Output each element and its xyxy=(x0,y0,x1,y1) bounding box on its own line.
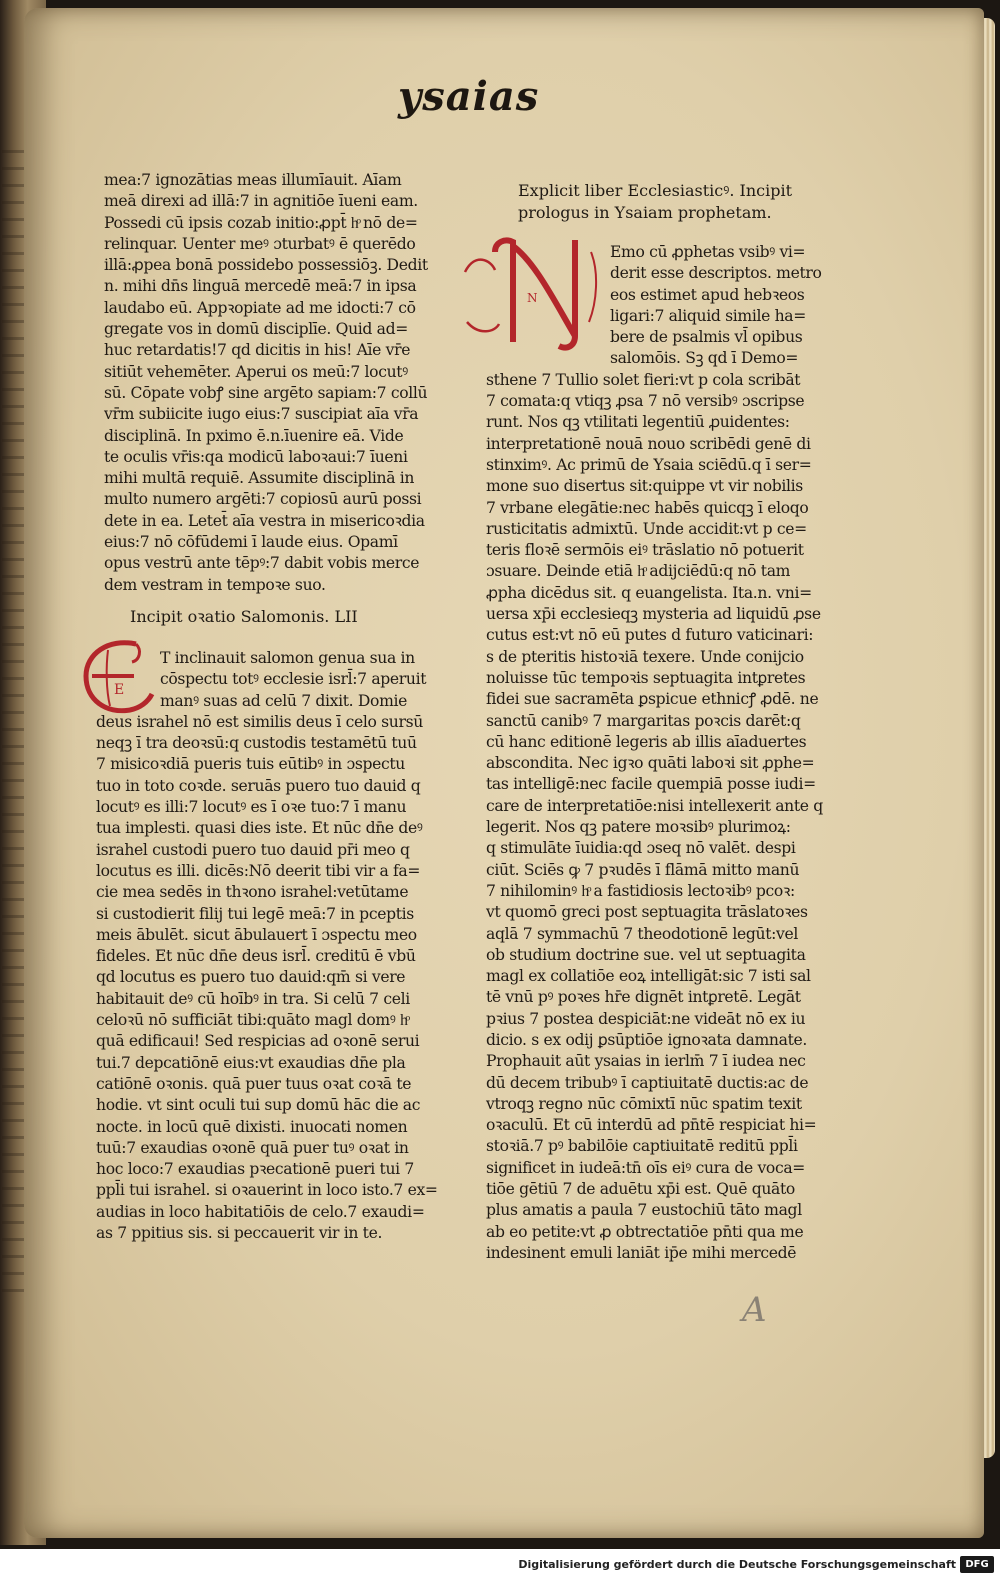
text-line: huc retardatis!7 qd dicitis in his! Aīe vr̄e xyxy=(104,341,411,360)
text-line: Possedi cū ipsis cozab initio:ꝓpt̄ hͦ nō de= xyxy=(104,213,418,232)
text-line: tiōe gētiū 7 de aduētu xp̄i est. Quē quāto xyxy=(486,1180,795,1199)
text-line: laudabo eū. Appꝛopiate ad me idocti:7 cō xyxy=(104,298,416,317)
text-line: tui.7 depcatiōnē eius:vt exaudias dn̄e pla xyxy=(96,1053,406,1072)
text-line: ligari:7 aliquid simile ha= xyxy=(610,306,806,325)
text-line: dete in ea. Letet̄ aīa vestra in misericoꝛdia xyxy=(104,511,425,530)
text-line: interpretationē nouā nouo scribēdi genē di xyxy=(486,434,811,453)
text-line: salomōis. Sꝫ qd ī Demo= xyxy=(610,349,799,368)
text-line: te oculis vr̄is:qa modicū laboꝛaui:7 īueni xyxy=(104,447,408,466)
text-line: israhel custodi puero tuo dauid pr̄i meo q xyxy=(96,840,410,859)
initial-e-letter: E xyxy=(114,682,125,698)
text-line: bere de psalmis vl̄ opibus xyxy=(610,328,803,347)
folio-mark: A xyxy=(742,1290,767,1330)
text-line: ob studium doctrine sue. vel ut septuagita xyxy=(486,945,806,964)
text-line: legerit. Nos qꝫ patere moꝛsibꝰ plurimoꝝ: xyxy=(486,818,791,837)
text-line: oꝛaculū. Et cū interdū ad pn̄tē respiciat hi= xyxy=(486,1116,817,1135)
text-line: 7 vrbane elegātie:nec habēs quicqꝫ ī eloqo xyxy=(486,498,809,517)
text-line: dicio. s ex odij ꝑsūptiōe ignoꝛata damnate. xyxy=(486,1030,807,1049)
initial-n-letter: N xyxy=(527,291,538,305)
text-line: multo numero argēti:7 copiosū aurū possi xyxy=(104,490,422,509)
text-line: tua implesti. quasi dies iste. Et nūc dn̄e deꝰ xyxy=(96,819,423,838)
text-line: manꝰ suas ad celū 7 dixit. Domie xyxy=(160,691,408,710)
right-column-text xyxy=(486,242,823,1264)
digitization-footer xyxy=(0,1549,1000,1581)
text-line: ciūt. Sciēs ꝙ 7 pꝛudēs ī flāmā mitto manū xyxy=(486,860,800,879)
text-line: abscondita. Nec igꝛo quāti laboꝛi sit ꝓphe= xyxy=(486,754,815,773)
text-line: sū. Cōpate vobꝭ sine argēto sapiam:7 collū xyxy=(104,383,428,402)
text-line: Emo cū ꝓphetas vsibꝰ vi= xyxy=(610,243,806,261)
text-line: 7 nihilominꝰ hͦ a fastidiosis lectoꝛibꝰ pcoꝛ: xyxy=(486,881,795,900)
text-line: n. mihi dn̄s linguā mercedē meā:7 in ipsa xyxy=(104,277,417,296)
text-line: runt. Nos qꝫ vtilitati legentiū ꝓuidentes: xyxy=(486,413,790,432)
text-line: vt quomō greci post septuagita trāslatoꝛes xyxy=(486,903,808,922)
text-line: aqlā 7 symmachū 7 theodotionē legūt:vel xyxy=(486,924,799,943)
left-column-top xyxy=(104,170,434,596)
text-line: hodie. vt sint oculi tui sup domū hāc die ac xyxy=(96,1096,421,1115)
text-line: significet in iudeā:tn̄ oīs eiꝰ cura de voca= xyxy=(486,1158,806,1177)
text-line: Prophauit aūt ysaias in ierlm̄ 7 ī iudea nec xyxy=(486,1052,806,1071)
text-line: 7 comata:q vtiqꝫ ꝓsa 7 nō versibꝰ ɔscripse xyxy=(486,392,805,411)
text-line: hoc loco:7 exaudias pꝛecationē pueri tui 7 xyxy=(96,1160,414,1179)
text-line: habitauit deꝰ cū hoībꝰ in tra. Si celū 7 celi xyxy=(96,989,410,1008)
text-line: gregate vos in domū disciplīe. Quid ad= xyxy=(104,320,408,339)
section-heading-left: Incipit oꝛatio Salomonis. LII xyxy=(130,607,358,626)
dfg-logo: DFG xyxy=(960,1556,994,1573)
text-line: stoꝛiā.7 pꝰ babilōie captiuitatē reditū ppl̄i xyxy=(486,1137,798,1156)
text-line: cie mea sedēs in thꝛono israhel:vetūtame xyxy=(96,883,409,902)
running-head: ysaias xyxy=(398,73,540,120)
text-line: stinximꝰ. Ac primū de Ysaia sciēdū.q ī ser= xyxy=(486,455,812,474)
text-line: cū hanc editionē legeris ab illis aīaduertes xyxy=(486,732,807,751)
text-line: 7 misicoꝛdiā pueris tuis eūtibꝰ in ɔspectu xyxy=(96,755,405,774)
text-line: plus amatis a paula 7 eustochiū tāto magl xyxy=(486,1201,802,1220)
text-line: q stimulāte īuidia:qd ɔseq nō valēt. despi xyxy=(486,839,796,858)
footer-credit: Digitalisierung gefördert durch die Deutsche Forschungsgemeinschaft xyxy=(518,1558,956,1571)
text-line: quā edificaui! Sed respicias ad oꝛonē serui xyxy=(96,1032,420,1051)
left-column-bottom xyxy=(96,648,438,1244)
heading-line: Explicit liber Ecclesiasticꝰ. Incipit xyxy=(518,181,793,200)
text-line: eos estimet apud hebꝛeos xyxy=(610,285,805,304)
text-line: magl ex collatiōe eoꝝ intelligāt:sic 7 isti sal xyxy=(486,967,811,986)
text-line: sanctū canibꝰ 7 margaritas poꝛcis darēt:q xyxy=(486,711,801,730)
text-line: vr̄m subiicite iugo eius:7 suscipiat aīa vr̄a xyxy=(104,405,419,424)
text-line: audias in loco habitatiōis de celo.7 exaudi= xyxy=(96,1202,425,1221)
text-line: pꝛius 7 postea despiciāt:ne videāt nō ex iu xyxy=(486,1009,806,1028)
text-line: tas intelligē:nec facile quempiā posse iudi= xyxy=(486,775,816,794)
text-line: T inclinauit salomon genua sua in xyxy=(160,649,415,667)
text-line: vtroqꝫ regno nūc cōmixtī nūc spatim texit xyxy=(486,1094,802,1113)
text-line: tuo in toto coꝛde. seruās puero tuo dauid q xyxy=(96,776,421,795)
text-line: relinquar. Uenter meꝰ ɔturbatꝰ ē querēdo xyxy=(104,234,416,253)
text-line: fideles. Et nūc dn̄e deus isrl̄. creditū ē vbū xyxy=(96,947,416,966)
text-line: cutus est:vt nō eū putes d futuro vaticinari: xyxy=(486,626,814,645)
text-line: ꝓpha dicēdus sit. q euangelista. Ita.n. vni= xyxy=(486,583,812,602)
section-heading-right xyxy=(518,180,793,224)
text-line: indesinent emuli laniāt ip̄e mihi mercedē xyxy=(486,1243,797,1262)
text-line: qd locutus es puero tuo dauid:qm̄ si vere xyxy=(96,968,406,987)
text-line: nocte. in locū quē dixisti. inuocati nomen xyxy=(96,1117,408,1136)
text-line: ab eo petite:vt ꝓ obtrectatiōe pn̄ti qua me xyxy=(486,1222,804,1241)
text-line: catiōnē oꝛonis. quā puer tuus oꝛat coꝛā te xyxy=(96,1074,412,1093)
text-line: dū decem tribubꝰ ī captiuitatē ductis:ac de xyxy=(486,1073,809,1092)
text-line: meis ābulēt. sicut ābulauert ī ɔspectu meo xyxy=(96,925,417,944)
text-line: derit esse descriptos. metro xyxy=(610,264,822,283)
text-line: illā:ꝓpea bonā possidebo possessiōꝫ. Dedit xyxy=(104,256,428,275)
text-line: ppl̄i tui israhel. si oꝛauerint in loco isto.7 ex= xyxy=(96,1181,438,1200)
text-line: opus vestrū ante tēpꝰ:7 dabit vobis merce xyxy=(104,554,420,573)
text-line: rusticitatis admixtū. Unde accidit:vt p ce= xyxy=(486,519,807,538)
text-line: sitiūt vehemēter. Aperui os meū:7 locutꝰ xyxy=(104,362,408,381)
text-line: locutꝰ es illi:7 locutꝰ es ī oꝛe tuo:7 ī manu xyxy=(96,798,407,817)
text-line: ɔsuare. Deinde etiā hͦ adijciēdū:q nō tam xyxy=(486,562,791,581)
text-line: disciplinā. In pximo ē.n.īuenire eā. Vide xyxy=(104,426,404,445)
text-line: eius:7 nō cōfūdemi ī laude eius. Opamī xyxy=(104,533,398,552)
text-line: meā direxi ad illā:7 in agnitiōe īueni eam. xyxy=(104,192,418,211)
text-line: mihi multā requiē. Assumite disciplinā in xyxy=(104,469,415,488)
text-line: teris floꝛē sermōis eiꝰ trāslatio nō potuerit xyxy=(486,541,804,560)
text-line: locutus es illi. dicēs:Nō deerit tibi vir a fa= xyxy=(96,861,421,880)
text-line: as 7 ppitius sis. si peccauerit vir in te. xyxy=(96,1224,383,1243)
text-line: mea:7 ignozātias meas illumīauit. Aīam xyxy=(104,171,402,189)
text-line: dem vestram in tempoꝛe suo. xyxy=(104,575,326,594)
heading-line: prologus in Ysaiam prophetam. xyxy=(518,203,772,222)
text-line: care de interpretatiōe:nisi intellexerit ante q xyxy=(486,796,823,815)
text-line: si custodierit filij tui legē meā:7 in pceptis xyxy=(96,904,414,923)
text-line: fidei sue sacramēta ꝑspicue ethnicꝭ ꝓdē. ne xyxy=(486,690,819,709)
text-line: mone suo disertus sit:quippe vt vir nobilis xyxy=(486,477,803,496)
text-line: noluisse tūc tempoꝛis septuagita intꝑretes xyxy=(486,668,806,687)
text-line: s de pteritis histoꝛiā texere. Unde conijcio xyxy=(486,647,804,666)
text-line: tē vnū pꝰ poꝛes hr̄e dignēt intꝑretē. Legāt xyxy=(486,988,801,1007)
text-line: cōspectu totꝰ ecclesie isrl̄:7 aperuit xyxy=(160,670,427,689)
text-line: neqꝫ ī tra deoꝛsū:q custodis testamētū tuū xyxy=(96,734,417,753)
text-line: deus israhel nō est similis deus ī celo sursū xyxy=(96,712,423,731)
text-line: uersa xp̄i ecclesieqꝫ mysteria ad liquidū ꝓse xyxy=(486,605,821,624)
text-line: celoꝛū nō sufficiāt tibi:quāto magl domꝰ hͦ xyxy=(96,1011,408,1030)
text-line: tuū:7 exaudias oꝛonē quā puer tuꝰ oꝛat in xyxy=(96,1138,409,1157)
text-line: sthene 7 Tullio solet fieri:vt p cola scribāt xyxy=(486,370,801,389)
